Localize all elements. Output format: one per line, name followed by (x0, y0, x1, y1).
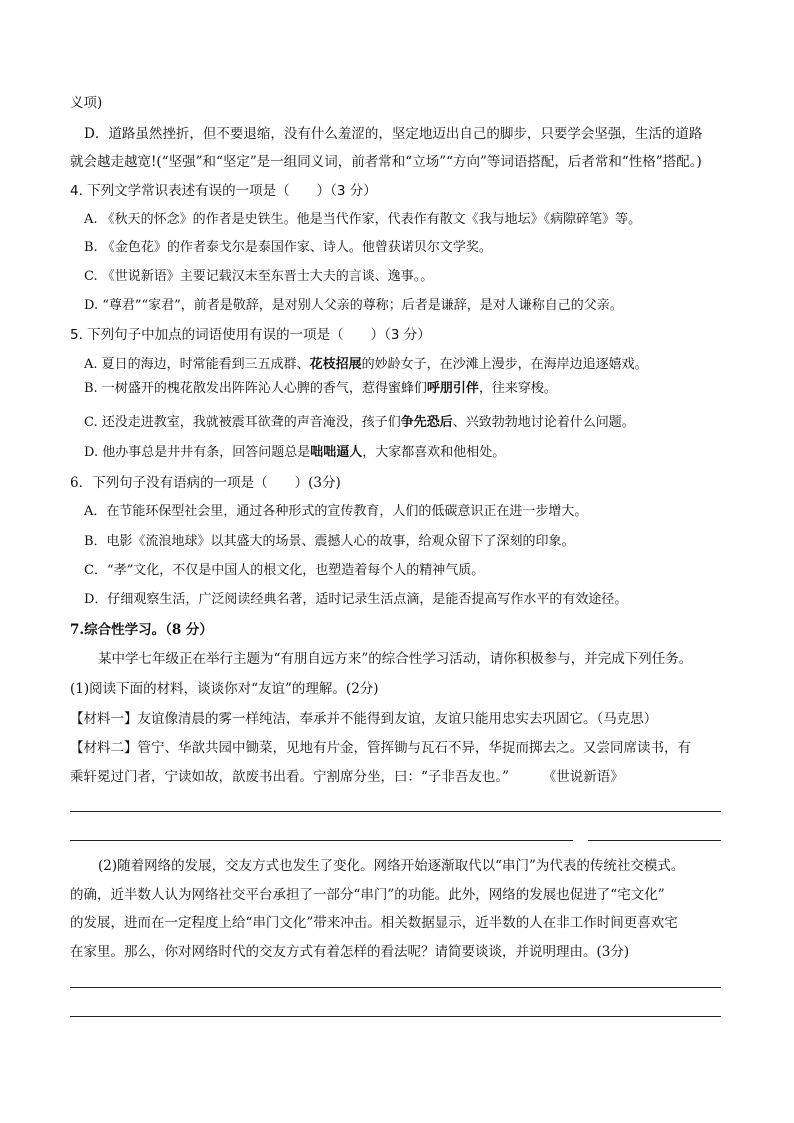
question-7-part-2-line3: 的发展，进而在一定程度上给“串门文化”带来冲击。相关数据显示，近半数的人在非工作时间更喜欢宅 (70, 915, 678, 931)
answer-line[interactable] (588, 840, 721, 841)
answer-line[interactable] (70, 811, 721, 812)
question-6-option-a: A．在节能环保型社会里，通过各种形式的宣传教育，人们的低碳意识正在进一步增大。 (84, 504, 588, 519)
question-4-option-c: C. 《世说新语》主要记载汉末至东晋士大夫的言谈、逸事。。 (84, 269, 434, 284)
question-4-option-a: A. 《秋天的怀念》的作者是史铁生。他是当代作家，代表作有散文《我与地坛》《病隙碎笔》等。 (84, 212, 642, 227)
dotted-word: 呼朋引伴 (426, 381, 479, 396)
question-6-title: 6．下列句子没有语病的一项是（ ）(3分) (70, 475, 341, 491)
dotted-word: 花枝招展 (309, 357, 362, 372)
question-5-option-b (84, 380, 557, 398)
prev-option-d-line1: D．道路虽然挫折，但不要退缩，没有什么羞涩的，坚定地迈出自己的脚步，只要学会坚强，生活的道路 (84, 126, 703, 142)
prev-question-tail: 义项) (70, 95, 103, 111)
question-5-option-a (84, 356, 648, 374)
material-2-line2: 乘轩冕过门者，宁读如故，歆废书出看。宁割席分坐，曰：“子非吾友也。” 《世说新语》 (70, 769, 624, 785)
answer-line[interactable] (70, 840, 573, 841)
question-5-option-d (84, 444, 505, 462)
question-5-option-c (84, 414, 635, 432)
question-4-option-d: D. “尊君”“家君”，前者是敬辞，是对别人父亲的尊称；后者是谦辞，是对人谦称自己的父亲。 (84, 298, 623, 313)
option-text: C. 还没走进教室，我就被震耳欲聋的声音淹没，孩子们 (84, 415, 401, 430)
option-text: ，大家都喜欢和他相处。 (362, 445, 506, 460)
question-7-part-2-line2: 的确，近半数人认为网络社交平台承担了一部分“串门”的功能。此外，网络的发展也促进了“宅文化” (70, 887, 665, 903)
question-7-part-2-line4: 在家里。那么，你对网络时代的交友方式有着怎样的看法呢？请简要谈谈，并说明理由。(3分) (70, 944, 630, 960)
dotted-word: 咄咄逼人 (310, 445, 363, 460)
question-7-part-1: (1)阅读下面的材料，谈谈你对“友谊”的理解。(2分) (70, 681, 379, 697)
question-6-option-c: C．“孝”文化，不仅是中国人的根文化，也塑造着每个人的精神气质。 (84, 563, 485, 578)
question-4-title: 4. 下列文学常识表述有误的一项是（ ）（3 分） (70, 183, 377, 199)
material-2-line1: 【材料二】管宁、华歆共园中锄菜，见地有片金，管挥锄与瓦石不异，华捉而掷去之。又尝同席读书，有 (70, 740, 691, 756)
material-1: 【材料一】友谊像清晨的雾一样纯洁，奉承并不能得到友谊，友谊只能用忠实去巩固它。（马克思） (70, 711, 658, 727)
question-7-title: 7.综合性学习。（8 分） (70, 622, 213, 638)
question-6-option-b: B．电影《流浪地球》以其盛大的场景、震撼人心的故事，给观众留下了深刻的印象。 (84, 534, 575, 549)
question-7-intro: 某中学七年级正在举行主题为“有朋自远方来”的综合性学习活动，请你积极参与，并完成下列任务。 (98, 651, 693, 667)
option-text: 、兴致勃勃地讨论着什么问题。 (452, 415, 635, 430)
answer-line[interactable] (70, 1016, 721, 1017)
option-text: B. 一树盛开的槐花散发出阵阵沁人心脾的香气，惹得蜜蜂们 (84, 381, 427, 396)
question-5-title: 5. 下列句子中加点的词语使用有误的一项是（ ）（3 分） (70, 327, 431, 343)
option-text: A. 夏日的海边，时常能看到三五成群、 (84, 357, 310, 372)
option-text: ，往来穿梭。 (478, 381, 557, 396)
option-text: 的妙龄女子，在沙滩上漫步，在海岸边追逐嬉戏。 (361, 357, 648, 372)
option-text: D. 他办事总是井井有条，回答问题总是 (84, 445, 311, 460)
prev-option-d-line2: 就会越走越宽!(“坚强”和“坚定”是一组同义词，前者常和“立场”“方向”等词语搭配，后者常和“性格”搭配。) (70, 154, 702, 170)
answer-line[interactable] (70, 987, 721, 988)
dotted-word: 争先恐后 (400, 415, 453, 430)
question-4-option-b: B. 《金色花》的作者泰戈尔是泰国作家、诗人。他曾获诺贝尔文学奖。 (84, 240, 492, 255)
question-6-option-d: D．仔细观察生活，广泛阅读经典名著，适时记录生活点滴，是能否提高写作水平的有效途径。 (84, 592, 628, 607)
question-7-part-2-line1: (2)随着网络的发展，交友方式也发生了变化。网络开始逐渐取代以“串门”为代表的传统社交模式。 (98, 858, 685, 874)
